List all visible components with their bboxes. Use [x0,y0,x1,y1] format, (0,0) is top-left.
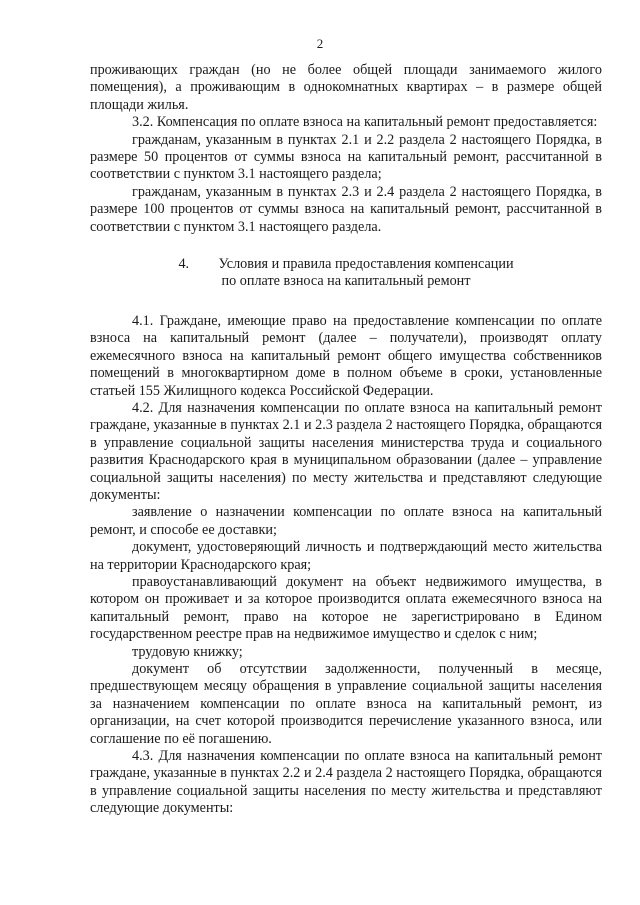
paragraph-3-2-item-2: гражданам, указанным в пунктах 2.3 и 2.4 раздела 2 настоящего Порядка, в размере 100 процентов от суммы взноса на капитальный ремонт, рассчитанной в соответствии с пунктом 3.1 настоящего раздела. [90,183,602,235]
document-list-item: документ, удостоверяющий личность и подтверждающий место жительства на территории Краснодарского края; [90,539,602,573]
document-list-item: правоустанавливающий документ на объект недвижимого имущества, в котором он проживает и за которое производится оплата ежемесячного взноса на капитальный ремонт, право на которое не зарегистрировано в Едином государственном реестре прав на недвижимое имущество и сделок с ним; [90,573,602,643]
paragraph-3-2: 3.2. Компенсация по оплате взноса на капитальный ремонт предоставляется: [132,114,598,131]
paragraph-4-2: 4.2. Для назначения компенсации по оплате взноса на капитальный ремонт граждане, указанные в пунктах 2.1 и 2.3 раздела 2 настоящего Порядка, обращаются в управление социальной защиты населения министерства труда и социального развития Краснодарского края в муниципальном образовании (далее – управление социальной защиты населения) по месту жительства и представляют следующие документы: [90,399,602,503]
section-title-line-2: по оплате взноса на капитальный ремонт [221,273,471,290]
document-list-item: трудовую книжку; [132,643,243,660]
section-heading [90,256,602,291]
paragraph-4-3: 4.3. Для назначения компенсации по оплате взноса на капитальный ремонт граждане, указанные в пунктах 2.2 и 2.4 раздела 2 настоящего Порядка, обращаются в управление социальной защиты населения по месту жительства и представляют следующие документы: [90,748,602,817]
paragraph-continuation: проживающих граждан (но не более общей площади занимаемого жилого помещения), а проживающим в однокомнатных квартирах – в размере общей площади жилья. [90,62,602,113]
document-body [90,62,602,818]
section-number: 4. [178,256,190,273]
section-title-line-1: Условия и правила предоставления компенсации [218,256,514,273]
page-number: 2 [316,36,324,51]
paragraph-4-1: 4.1. Граждане, имеющие право на предоставление компенсации по оплате взноса на капитальный ремонт (далее – получатели), производят оплату ежемесячного взноса на капитальный ремонт общего имущества собственников помещений в многоквартирном доме в полном объеме в сроки, установленные статьей 155 Жилищного кодекса Российской Федерации. [90,312,602,399]
paragraph-3-2-item-1: гражданам, указанным в пунктах 2.1 и 2.2 раздела 2 настоящего Порядка, в размере 50 процентов от суммы взноса на капитальный ремонт, рассчитанной в соответствии с пунктом 3.1 настоящего раздела; [90,131,602,183]
document-list-item: заявление о назначении компенсации по оплате взноса на капитальный ремонт, и способе ее доставки; [90,504,602,538]
document-list-item: документ об отсутствии задолженности, полученный в месяце, предшествующем месяцу обращения в управление социальной защиты населения за назначением компенсации по оплате взноса на капитальный ремонт, из организации, на счет которой производится перечисление указанного взноса, или соглашение по её погашению. [90,661,602,747]
